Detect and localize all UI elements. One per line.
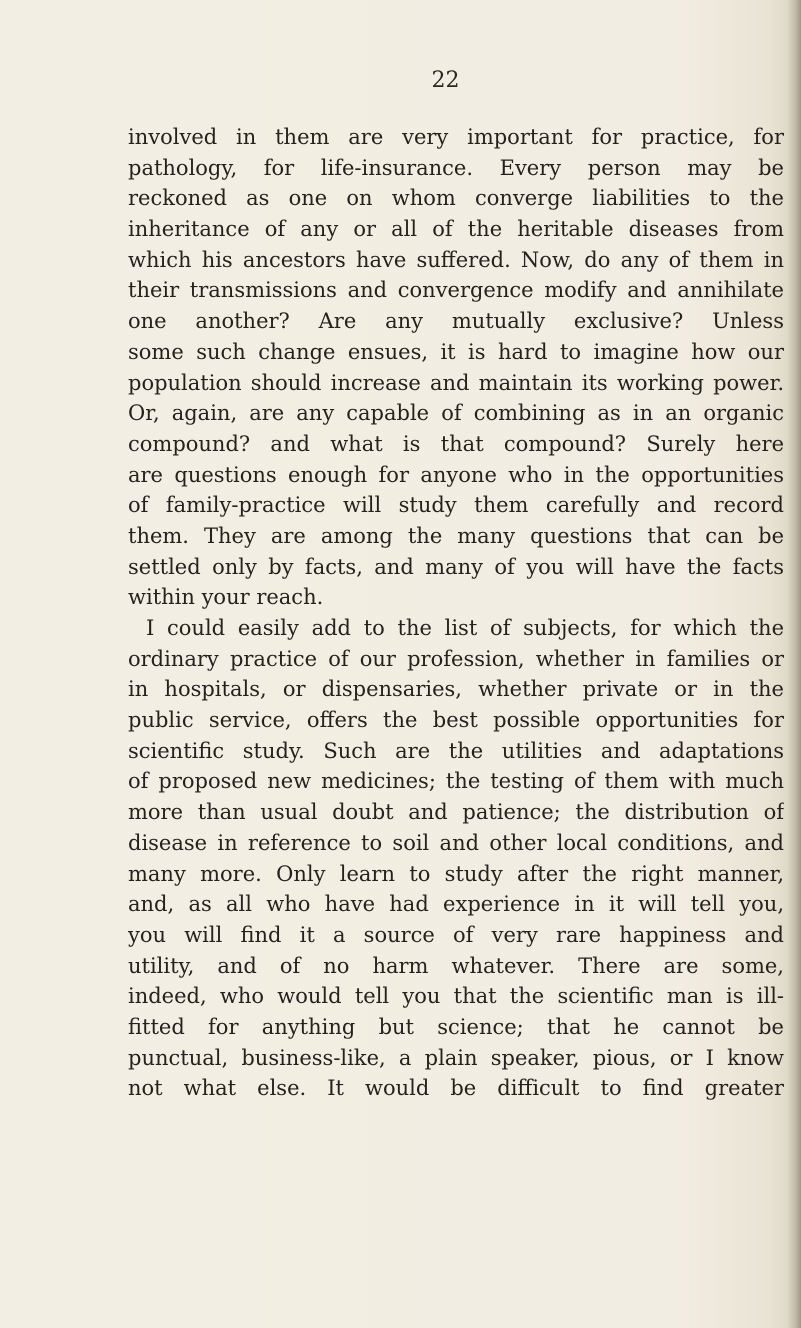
text-line: punctual, business-like, a plain speaker, pious, or I know [128,1045,784,1070]
text-line: Or, again, are any capable of combining as in an organic [128,401,784,426]
paragraph-2 [128,613,784,1104]
text-line: not what else. It would be difficult to find greater [128,1076,784,1101]
body-text [128,122,784,1104]
text-line: reckoned as one on whom converge liabilities to the [128,186,784,211]
text-line: utility, and of no harm whatever. There are some, [128,953,784,978]
text-line: settled only by facts, and many of you will have the facts [128,554,784,579]
text-line: of proposed new medicines; the testing of them with much [128,769,784,794]
text-line: inheritance of any or all of the heritable diseases from [128,217,784,242]
text-line: indeed, who would tell you that the scientific man is ill- [128,984,784,1009]
text-line: public service, offers the best possible opportunities for [128,708,784,733]
text-line: you will find it a source of very rare happiness and [128,922,784,947]
text-line: involved in them are very important for practice, for [128,125,784,149]
text-line: their transmissions and convergence modify and annihilate [128,278,784,303]
text-line: scientific study. Such are the utilities and adaptations [128,738,784,763]
paragraph-1 [128,122,784,613]
text-line: and, as all who have had experience in it will tell you, [128,892,784,917]
text-line: disease in reference to soil and other local conditions, and [128,830,784,855]
text-line: them. They are among the many questions that can be [128,523,784,548]
text-line: ordinary practice of our profession, whether in families or [128,646,784,671]
text-line: one another? Are any mutually exclusive? Unless [128,309,784,334]
text-line: I could easily add to the list of subjects, for which the [146,616,784,640]
text-line: which his ancestors have suffered. Now, do any of them in [128,247,784,272]
text-line: of family-practice will study them carefully and record [128,493,784,518]
text-line: more than usual doubt and patience; the distribution of [128,800,784,825]
text-line: within your reach. [128,585,324,610]
text-line: population should increase and maintain its working power. [128,370,784,395]
text-line: compound? and what is that compound? Surely here [128,431,784,456]
text-line: pathology, for life-insurance. Every person may be [128,155,784,180]
text-line: in hospitals, or dispensaries, whether private or in the [128,677,784,702]
text-line: many more. Only learn to study after the right manner, [128,861,784,886]
text-line: are questions enough for anyone who in the opportunities [128,462,784,487]
page-edge-shadow [787,0,801,1328]
text-line: fitted for anything but science; that he cannot be [128,1014,784,1039]
text-line: some such change ensues, it is hard to imagine how our [128,339,784,364]
page-number: 22 [431,68,460,93]
